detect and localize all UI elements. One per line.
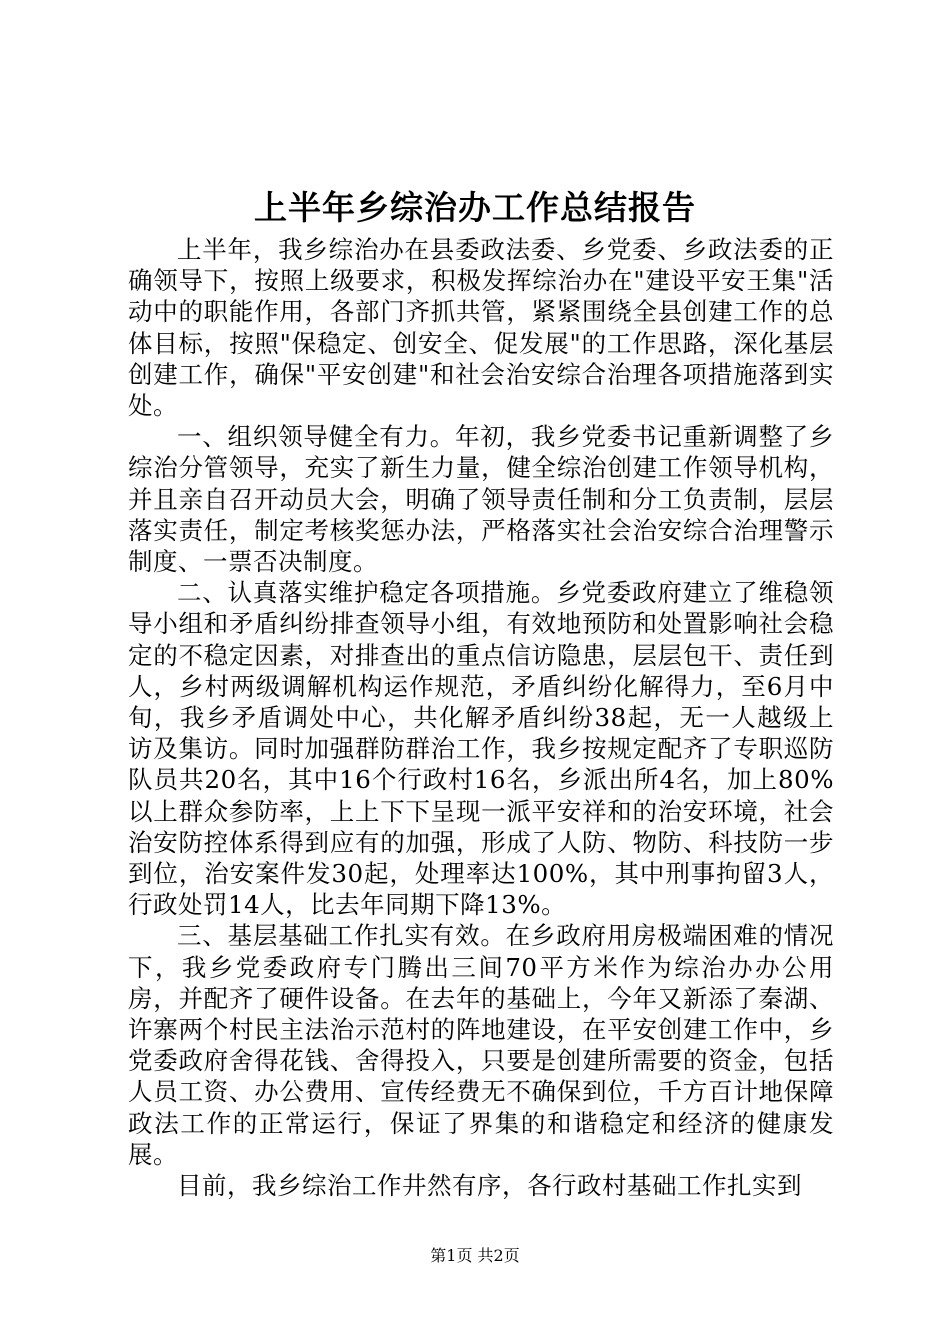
paragraph-section-1: 一、组织领导健全有力。年初，我乡党委书记重新调整了乡综治分管领导，充实了新生力量，健全综治创建工作领导机构，并且亲自召开动员大会，明确了领导责任制和分工负责制，层层落实责任，制定考核奖惩办法，严格落实社会治安综合治理警示制度、一票否决制度。 bbox=[128, 422, 834, 577]
paragraph-section-2: 二、认真落实维护稳定各项措施。乡党委政府建立了维稳领导小组和矛盾纠纷排查领导小组，有效地预防和处置影响社会稳定的不稳定因素，对排查出的重点信访隐患，层层包干、责任到人，乡村两级调解机构运作规范，矛盾纠纷化解得力，至6月中旬，我乡矛盾调处中心，共化解矛盾纠纷38起，无一人越级上访及集访。同时加强群防群治工作，我乡按规定配齐了专职巡防队员共20名，其中16个行政村16名，乡派出所4名，加上80%以上群众参防率，上上下下呈现一派平安祥和的治安环境，社会治安防控体系得到应有的加强，形成了人防、物防、科技防一步到位，治安案件发30起，处理率达100%，其中刑事拘留3人，行政处罚14人，比去年同期下降13%。 bbox=[128, 578, 834, 920]
paragraph-current-status: 目前，我乡综治工作井然有序，各行政村基础工作扎实到 bbox=[177, 1171, 802, 1201]
document-body bbox=[128, 234, 834, 1201]
paragraph-section-3: 三、基层基础工作扎实有效。在乡政府用房极端困难的情况下，我乡党委政府专门腾出三间70平方米作为综治办办公用房，并配齐了硬件设备。在去年的基础上，今年又新添了秦湖、许寨两个村民主法治示范村的阵地建设，在平安创建工作中，乡党委政府舍得花钱、舍得投入，只要是创建所需要的资金，包括人员工资、办公费用、宣传经费无不确保到位，千方百计地保障政法工作的正常运行，保证了界集的和谐稳定和经济的健康发展。 bbox=[128, 921, 834, 1169]
page-number-footer: 第1页 共2页 bbox=[430, 1246, 520, 1265]
paragraph-intro: 上半年，我乡综治办在县委政法委、乡党委、乡政法委的正确领导下，按照上级要求，积极发挥综治办在"建设平安王集"活动中的职能作用，各部门齐抓共管，紧紧围绕全县创建工作的总体目标，按照"保稳定、创安全、促发展"的工作思路，深化基层创建工作，确保"平安创建"和社会治安综合治理各项措施落到实处。 bbox=[128, 235, 834, 421]
document-title: 上半年乡综治办工作总结报告 bbox=[254, 188, 696, 227]
